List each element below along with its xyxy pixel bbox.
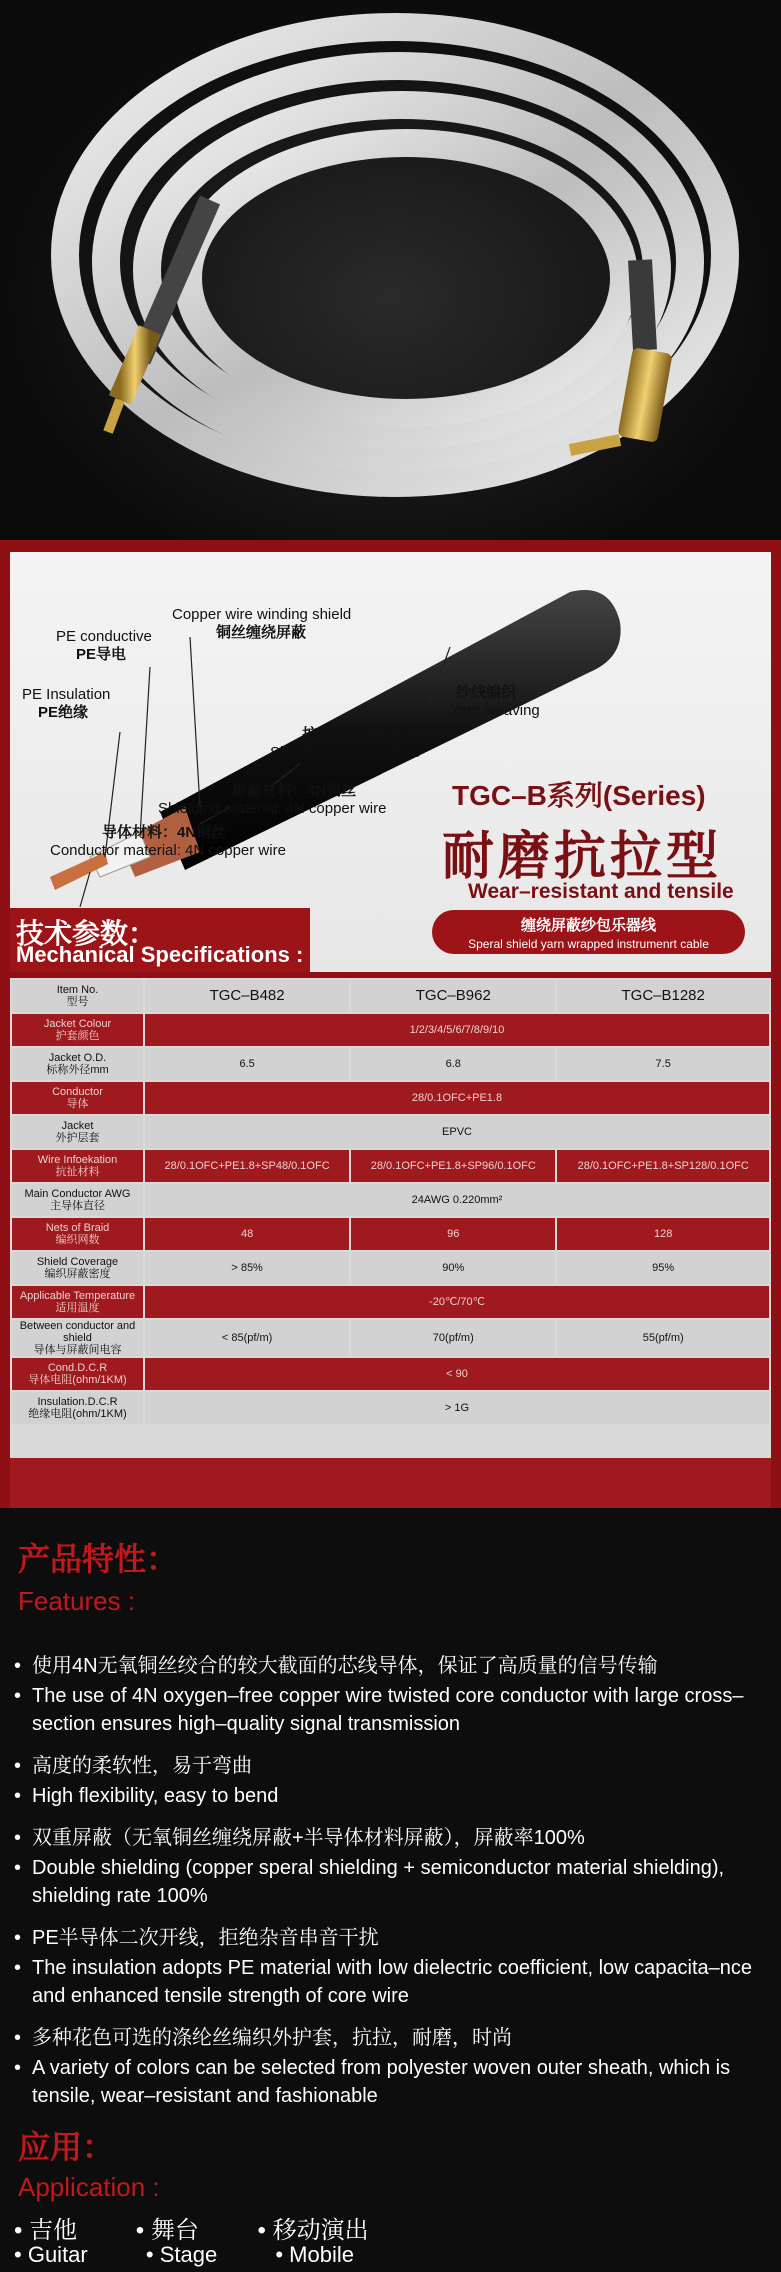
spec-row-label: Wire Infoekation 抗扯材料 — [12, 1150, 143, 1182]
label-pe-conductive: PE conductive — [56, 628, 152, 645]
spec-cell: > 1G — [145, 1392, 769, 1424]
cable-structure-section — [0, 540, 781, 978]
spec-cell: 28/0.1OFC+PE1.8+SP96/0.1OFC — [351, 1150, 555, 1182]
label-conductor-zh: 导体材料：4N铜丝 — [102, 824, 227, 841]
features-section — [0, 1508, 781, 2272]
spec-row-label: Applicable Temperature 适用温度 — [12, 1286, 143, 1318]
product-hero-image — [0, 0, 781, 540]
spec-table — [10, 978, 771, 1426]
features-title-zh: 产品特性： — [18, 1541, 179, 1577]
spec-cell: TGC–B1282 — [557, 980, 769, 1012]
label-sheath-zh: 护套材料：PVC — [302, 726, 408, 743]
spec-row-label: Cond.D.C.R 导体电阻(ohm/1KM) — [12, 1358, 143, 1390]
label-conductor: Conductor material: 4N copper wire — [50, 842, 286, 859]
app-mobile: Mobile — [289, 2242, 354, 2267]
spec-cell: 7.5 — [557, 1048, 769, 1080]
spec-row-label: Jacket Colour 护套颜色 — [12, 1014, 143, 1046]
spec-cell: > 85% — [145, 1252, 349, 1284]
spec-row-label: Jacket 外护层套 — [12, 1116, 143, 1148]
spec-row — [12, 1252, 769, 1284]
feature-item: • PE半导体二次开线，拒绝杂音串音干扰 — [14, 1927, 379, 1949]
series-title: TGC–B系列(Series) — [452, 780, 706, 811]
spec-cell: 128 — [557, 1218, 769, 1250]
spec-row-label: Conductor 导体 — [12, 1082, 143, 1114]
spec-cell: -20℃/70℃ — [145, 1286, 769, 1318]
product-type-en: Wear–resistant and tensile — [468, 880, 734, 903]
feature-item: • The insulation adopts PE material with low dielectric coefficient, low capacita–nce and enhanced tensile strength of core wire — [14, 1957, 752, 2007]
spec-cell: 1/2/3/4/5/6/7/8/9/10 — [145, 1014, 769, 1046]
feature-item: • 高度的柔软性，易于弯曲 — [14, 1755, 252, 1777]
app-guitar-zh: 吉他 — [29, 2217, 78, 2244]
label-yarn-zh: 纱线编织 — [456, 684, 517, 701]
feature-item: • A variety of colors can be selected from polyester woven outer sheath, which is tensile, wear–resistant and fashionable — [14, 2057, 731, 2107]
spec-row-label: Insulation.D.C.R 绝缘电阻(ohm/1KM) — [12, 1392, 143, 1424]
app-mobile-zh: 移动演出 — [272, 2217, 369, 2244]
spec-cell: 70(pf/m) — [351, 1320, 555, 1356]
spec-table-section — [0, 978, 781, 1508]
spec-cell: < 85(pf/m) — [145, 1320, 349, 1356]
application-title-zh: 应用： — [18, 2129, 115, 2165]
spec-cell: 95% — [557, 1252, 769, 1284]
label-yarn: Yarn weaving — [450, 702, 540, 719]
label-shielding-zh: 屏蔽材料：4N铜丝 — [232, 782, 357, 799]
feature-item: • 双重屏蔽（无氧铜丝缠绕屏蔽+半导体材料屏蔽），屏蔽率100% — [14, 1827, 585, 1849]
spec-row — [12, 1218, 769, 1250]
app-stage: Stage — [159, 2242, 218, 2267]
feature-item: • High flexibility, easy to bend — [14, 1785, 279, 1807]
spec-row — [12, 1358, 769, 1390]
label-pe-conductive-zh: PE导电 — [76, 646, 127, 663]
label-pe-insulation-zh: PE绝缘 — [38, 704, 89, 721]
spec-row-label: Between conductor and shield 导体与屏蔽间电容 — [12, 1320, 143, 1356]
spec-cell: 6.8 — [351, 1048, 555, 1080]
spec-heading — [10, 908, 310, 972]
spec-cell: EPVC — [145, 1116, 769, 1148]
spec-cell: 90% — [351, 1252, 555, 1284]
label-copper-shield: Copper wire winding shield — [172, 606, 352, 623]
table-footer-band — [10, 1458, 771, 1508]
spec-row — [12, 1320, 769, 1356]
spec-row — [12, 1150, 769, 1182]
app-stage-zh: 舞台 — [150, 2217, 199, 2244]
spec-row-label: Nets of Braid 编织网数 — [12, 1218, 143, 1250]
label-shielding: Shielding material: 4N copper wire — [158, 800, 387, 817]
spec-row — [12, 1048, 769, 1080]
spec-heading-en: Mechanical Specifications : — [16, 942, 304, 967]
spec-row — [12, 1184, 769, 1216]
spec-cell: 24AWG 0.220mm² — [145, 1184, 769, 1216]
spec-row — [12, 980, 769, 1012]
spec-cell: 28/0.1OFC+PE1.8 — [145, 1082, 769, 1114]
cable-type-zh: 缠绕屏蔽纱包乐器线 — [520, 917, 656, 934]
feature-item: • The use of 4N oxygen–free copper wire twisted core conductor with large cross–section ensures high–quality signal transmission — [14, 1685, 744, 1735]
spec-row — [12, 1082, 769, 1114]
spec-cell: TGC–B962 — [351, 980, 555, 1012]
spec-table-panel — [10, 978, 771, 1508]
spec-row — [12, 1286, 769, 1318]
feature-item: • Double shielding (copper speral shielding + semiconductor material shielding), shielding rate 100% — [14, 1857, 725, 1907]
cable-structure-panel — [10, 552, 771, 972]
spec-row — [12, 1014, 769, 1046]
spec-cell: 48 — [145, 1218, 349, 1250]
spec-row — [12, 1116, 769, 1148]
spec-row-label: Jacket O.D. 标称外径mm — [12, 1048, 143, 1080]
spec-cell: < 90 — [145, 1358, 769, 1390]
cable-type-en: Speral shield yarn wrapped instrumenrt cable — [468, 937, 709, 951]
app-guitar: Guitar — [27, 2242, 88, 2267]
spec-cell: 55(pf/m) — [557, 1320, 769, 1356]
feature-item: • 使用4N无氧铜丝绞合的较大截面的芯线导体，保证了高质量的信号传输 — [14, 1655, 658, 1677]
coiled-cable-illustration — [0, 0, 781, 540]
spec-heading-zh: 技术参数： — [16, 918, 157, 949]
spec-row-label: Main Conductor AWG 主导体直径 — [12, 1184, 143, 1216]
features-title-en: Features : — [18, 1586, 136, 1616]
spec-cell: 28/0.1OFC+PE1.8+SP48/0.1OFC — [145, 1150, 349, 1182]
feature-item: • 多种花色可选的涤纶丝编织外护套，抗拉，耐磨，时尚 — [14, 2027, 512, 2049]
label-pe-insulation: PE Insulation — [22, 686, 111, 703]
application-list-en: • Guitar • Stage • Mobile — [14, 2242, 354, 2267]
application-list-zh: • 吉他 • 舞台 • 移动演出 — [14, 2217, 369, 2244]
spec-cell: 96 — [351, 1218, 555, 1250]
product-type-zh: 耐磨抗拉型 — [442, 826, 723, 887]
cable-type-badge — [432, 910, 745, 954]
label-copper-shield-zh: 铜丝缠绕屏蔽 — [216, 624, 307, 641]
spec-row-label: Item No. 型号 — [12, 980, 143, 1012]
spec-cell: 28/0.1OFC+PE1.8+SP128/0.1OFC — [557, 1150, 769, 1182]
spec-row — [12, 1392, 769, 1424]
spec-cell: TGC–B482 — [145, 980, 349, 1012]
spec-row-label: Shield Coverage 编织屏蔽密度 — [12, 1252, 143, 1284]
spec-cell: 6.5 — [145, 1048, 349, 1080]
label-sheath: Sheath material：PVC — [270, 744, 421, 761]
application-title-en: Application : — [18, 2172, 160, 2202]
